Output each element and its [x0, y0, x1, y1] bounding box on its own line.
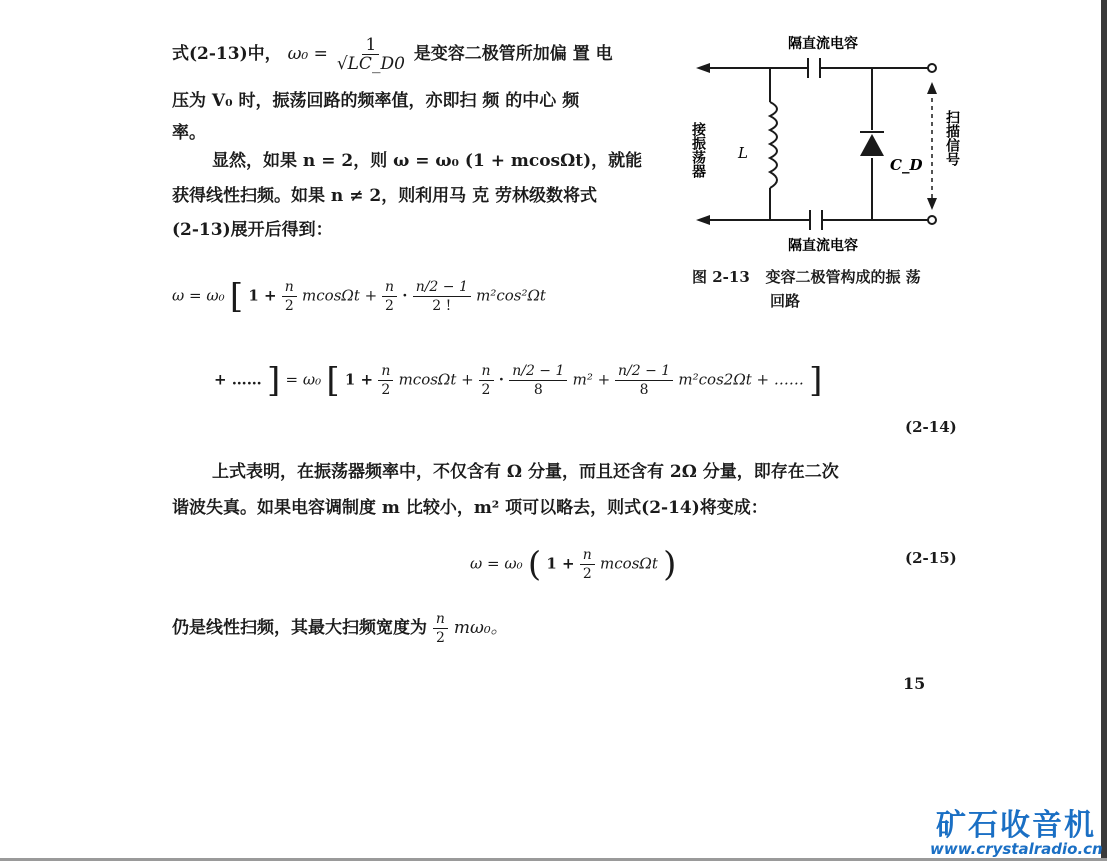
eq214-one: 1 +	[248, 286, 282, 305]
left-side-label: 接振荡器	[690, 122, 706, 178]
eq214-ellipsis: + ……	[214, 370, 262, 389]
para3-line1: 上式表明，在振荡器频率中，不仅含有 Ω 分量，而且还含有 2Ω 分量，即存在二次	[212, 462, 839, 482]
para2-line1: 显然，如果 n = 2，则 ω = ω₀ (1 + mcosΩt)，就能	[212, 151, 643, 171]
eq214-term4: $\frac{n/2 - 1}{8}$	[615, 362, 673, 399]
figure-caption: 图 2-13 变容二极管构成的振 荡	[692, 268, 921, 286]
eq214-n-over-2b: $\frac{n}{2}$	[382, 278, 397, 315]
top-cap-label: 隔直流电容	[788, 36, 858, 52]
terminal-bottom-icon	[928, 216, 936, 224]
right-side-label: 扫描信号	[944, 110, 960, 166]
down-arrow-icon	[927, 198, 937, 210]
page-number: 15	[903, 674, 926, 693]
eq215-number: (2-15)	[905, 549, 957, 567]
fraction-1-over-sqrt	[334, 36, 408, 73]
cd-label: C_D	[890, 156, 923, 174]
figure-2-13-circuit	[690, 30, 970, 260]
bottom-cap-label: 隔直流电容	[788, 238, 858, 254]
para1-line2: 压为 V₀ 时，振荡回路的频率值，亦即扫 频 的中心 频	[172, 91, 580, 111]
eq214-term3: $\frac{n/2 - 1}{8}$	[509, 362, 567, 399]
left-arrow-bottom-icon	[696, 215, 710, 225]
varactor-diode-icon	[860, 134, 884, 156]
omega0-symbol: ω₀ =	[287, 44, 328, 64]
eq214-mcos: mcosΩt +	[302, 286, 382, 305]
para1-rest: 是变容二极管所加偏 置 电	[413, 44, 613, 64]
para2-line3: (2-13)展开后得到：	[172, 220, 333, 240]
eq214-n-over-2: $\frac{n}{2}$	[282, 278, 297, 315]
eq214-line2: + …… ] = ω₀ [ 1 + $\frac{n}{2}$ mcosΩt + $\frac{n}{2}$ · $\frac{n/2 - 1}{8}$ m² + $\frac{n/2 - 1}{8}$ m²cos2Ωt + …… ]	[214, 360, 823, 401]
fraction-numerator: 1	[362, 36, 379, 55]
left-arrow-icon	[696, 63, 710, 73]
eq214-tail1: m²cos²Ωt	[476, 286, 546, 305]
eq214-omega: ω = ω₀	[172, 286, 225, 305]
terminal-top-icon	[928, 64, 936, 72]
para1-lead: 式(2-13)中，	[172, 44, 282, 64]
up-arrow-icon	[927, 82, 937, 94]
para1-line3: 率。	[172, 123, 206, 143]
viewer-edge	[1101, 0, 1107, 861]
eq214-line1: ω = ω₀ [ 1 + $\frac{n}{2}$ mcosΩt + $\frac{n}{2}$ · $\frac{n/2 - 1}{2 !}$ m²cos²Ωt	[172, 276, 546, 317]
eq214-factorial-fraction: $\frac{n/2 - 1}{2 !}$	[413, 278, 471, 315]
eq214-number: (2-14)	[905, 418, 957, 436]
eq215: ω = ω₀ ( 1 + $\frac{n}{2}$ mcosΩt )	[470, 544, 677, 585]
inductor-label: L	[738, 144, 748, 162]
para4: 仍是线性扫频，其最大扫频宽度为 $\frac{n}{2}$ mω₀。	[172, 611, 508, 646]
watermark-logo: 矿石收音机	[936, 808, 1096, 843]
figure-caption-line2: 回路	[770, 292, 801, 310]
para3-line2: 谐波失真。如果电容调制度 m 比较小，m² 项可以略去，则式(2-14)将变成：	[172, 498, 768, 518]
para1-line1	[172, 36, 613, 73]
figure-number: 图 2-13	[692, 268, 750, 286]
watermark-url: www.crystalradio.cn	[930, 840, 1103, 858]
fraction-denominator: √LC_D0	[336, 54, 405, 74]
para2-line2: 获得线性扫频。如果 n ≠ 2，则利用马 克 劳林级数将式	[172, 186, 598, 206]
